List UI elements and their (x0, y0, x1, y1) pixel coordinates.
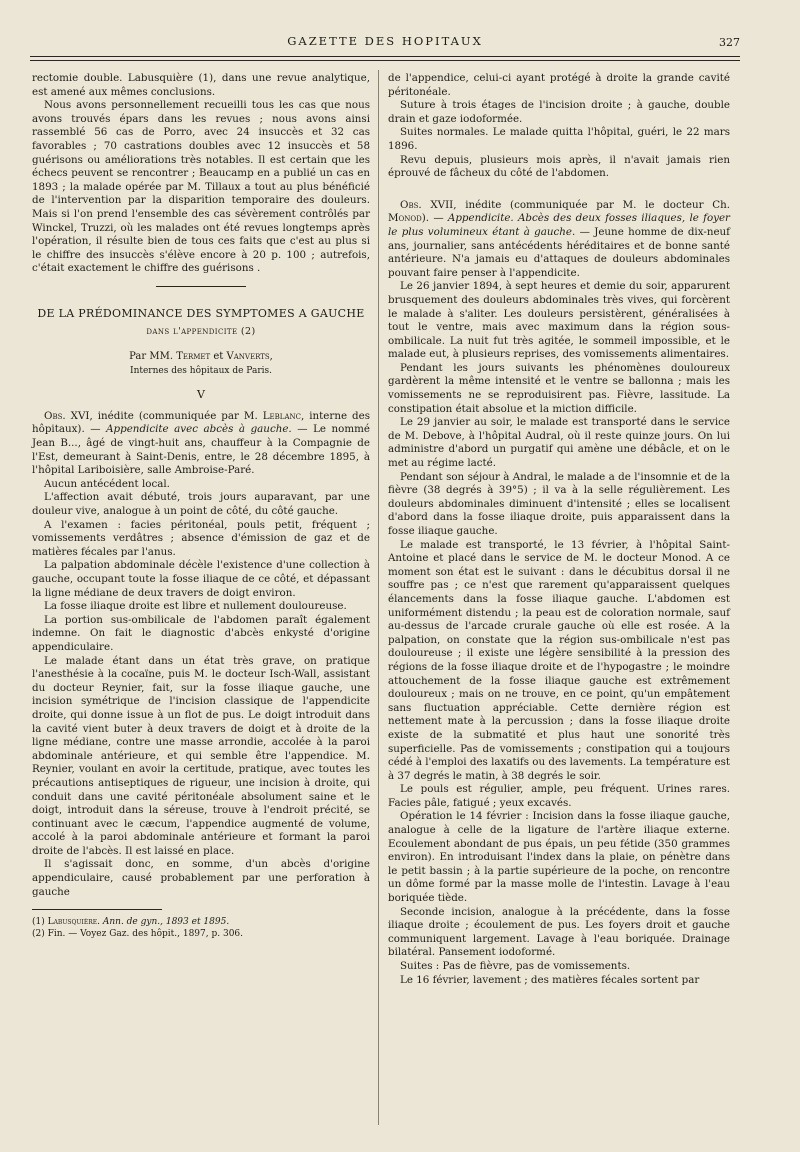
observation-title: Appendicite avec abcès à gauche. (106, 423, 292, 436)
header-rule-thin (30, 60, 740, 61)
paragraph: Seconde incision, analogue à la précédente, dans la fosse iliaque droite ; écoulement de pus. Les foyers droit et gauche communiquent largement. Lavage à l'eau boriquée. Drainage bilatéral. Pansement iodoformé. (388, 905, 730, 959)
observation-text: — Le nommé Jean B..., âgé de vingt-huit ans, chauffeur à la Compagnie de l'Est, demeurant à Saint-Denis, entre, le 28 décembre 1895, à l'hôpital Lariboisière, salle Ambroise-Paré. (32, 423, 371, 477)
paragraph: Il s'agissait donc, en somme, d'un abcès d'origine appendiculaire, causé probablement par une perforation à gauche (32, 858, 370, 898)
paragraph: L'affection avait débuté, trois jours auparavant, par une douleur vive, analogue à un point de côté, du côté gauche. (32, 491, 370, 518)
footnote-number: (2) (32, 929, 45, 940)
page-header (30, 32, 740, 54)
paragraph: Le 26 janvier 1894, à sept heures et demie du soir, apparurent brusquement des douleurs abdominales très vives, qui forcèrent le malade à s'aliter. Les douleurs persistèrent, généralisées à tout le ventre, mais avec maximum dans la région sous-ombilicale. La nuit fut très agitée, le sommeil impossible, et le malade eut, à plusieurs reprises, des vomissements alimentaires. (388, 280, 730, 361)
part-number: V (197, 388, 205, 402)
column-separator (378, 70, 379, 1125)
doctor-name: Monod (388, 212, 422, 225)
authors-conjunction: et (213, 351, 224, 363)
footnote-text: Ann. de gyn., 1893 et 1895. (100, 917, 230, 928)
observation-text: — Jeune homme de dix-neuf ans, journalier, sans antécédents héréditaires et de bonne santé antérieure. N'a jamais eu d'attaques de douleurs abdominales pouvant faire penser à l'appendicite. (388, 225, 730, 279)
running-title: GAZETTE DES HOPITAUX (287, 34, 483, 48)
observation-lead: inédite (communiquée par M. le docteur Ch. (456, 198, 730, 211)
left-column (32, 72, 370, 940)
observation-lead: interne des hôpitaux). — (32, 409, 370, 436)
footnote (32, 916, 370, 928)
observation-title: Appendicite. Abcès des deux fosses iliaques, le foyer le plus volumineux étant à gauche. (388, 212, 730, 238)
paragraph: Le 29 janvier au soir, le malade est transporté dans le service de M. Debove, à l'hôpital Audral, où il reste quinze jours. On lui administre d'abord un purgatif qui amène une débâcle, et on le met au régime lacté. (388, 416, 730, 470)
doctor-name: Leblanc, (262, 409, 305, 422)
observation-label: Obs. XVI, (44, 409, 93, 422)
page-number: 327 (719, 36, 740, 49)
affiliation: Internes des hôpitaux de Paris. (130, 365, 272, 376)
author-name: Vanverts, (226, 351, 273, 363)
footnote-author: Labusquière. (47, 917, 100, 928)
paragraph: La fosse iliaque droite est libre et nullement douloureuse. (44, 600, 347, 613)
authors-line (32, 350, 370, 364)
paragraph: Aucun antécédent local. (44, 477, 170, 490)
paragraph: Nous avons personnellement recueilli tous les cas que nous avons trouvés épars dans les revues ; nous avons ainsi rassemblé 56 cas de Porro, avec 24 insuccès et 32 cas favorables ; 70 castrations doubles avec 12 insuccès et 58 guérisons ou améliorations très notables. Il est certain que les échecs peuvent se rencontrer ; Beaucamp en a publié un cas en 1893 ; la malade opérée par M. Tillaux a tout au plus bénéficié de l'intervention par la disparition temporaire des douleurs. Mais si l'on prend l'ensemble des cas sévèrement contrôlés par Winckel, Truzzi, où les malades ont été revues longtemps après l'opération, il résulte bien de tous ces faits que c'est au plus si le chiffre des insuccès s'élève encore à 20 p. 100 ; autrefois, c'était exactement le chiffre des guérisons . (32, 99, 370, 275)
paragraph: Revu depuis, plusieurs mois après, il n'avait jamais rien éprouvé de fâcheux du côté de l'abdomen. (388, 153, 730, 180)
paragraph: Suites normales. Le malade quitta l'hôpital, guéri, le 22 mars 1896. (388, 126, 730, 152)
observation-lead: ). — (421, 212, 448, 225)
ornament-divider (156, 286, 246, 287)
paragraph: La palpation abdominale décèle l'existence d'une collection à gauche, occupant toute la fosse iliaque de ce côté, et dépassant la ligne médiane de deux travers de doigt environ. (32, 559, 370, 599)
paragraph: Le malade est transporté, le 13 février, à l'hôpital Saint-Antoine et placé dans le service de M. le docteur Monod. A ce moment son état est le suivant : dans le décubitus dorsal il ne souffre pas ; ce n'est que rarement qu'apparaissent quelques élancements dans la fosse iliaque gauche. L'abdomen est uniformément distendu ; la peau est de coloration normale, sauf au-dessus de l'arcade crurale gauche où elle est rosée. A la palpation, on constate que la région sus-ombilicale n'est pas douloureuse ; il existe une légère sensibilité à la pression des régions de la fosse iliaque droite et de l'hypogastre ; le moindre attouchement de la fosse iliaque gauche est extrêmement douloureux ; mais on ne trouve, en ce point, qu'un empâtement sans fluctuation appréciable. Cette dernière région est nettement mate à la percussion ; dans la fosse iliaque droite existe de la submatité et plus haut une sonorité très superficielle. Pas de vomissements ; constipation qui a toujours cédé à l'emploi des laxatifs ou des lavements. La température est à 37 degrés le matin, à 38 degrés le soir. (388, 538, 730, 782)
paragraph: de l'appendice, celui-ci ayant protégé à droite la grande cavité péritonéale. (388, 72, 730, 98)
footnote-rule (32, 909, 162, 910)
paragraph: Le 16 février, lavement ; des matières fécales sortent par (400, 973, 700, 986)
paragraph: La portion sus-ombilicale de l'abdomen paraît également indemne. On fait le diagnostic d'abcès enkysté d'origine appendiculaire. (32, 613, 370, 653)
right-column (388, 72, 730, 987)
paragraph: Le pouls est régulier, ample, peu fréquent. Urines rares. Facies pâle, fatigué ; yeux excavés. (388, 783, 730, 809)
paragraph: A l'examen : facies péritonéal, pouls petit, fréquent ; vomissements verdâtres ; absence d'émission de gaz et de matières fécales par l'anus. (32, 518, 370, 558)
observation-heading (388, 199, 730, 281)
section-title: DE LA PRÉDOMINANCE DES SYMPTOMES A GAUCHE (37, 306, 365, 320)
paragraph: Pendant les jours suivants les phénomènes douloureux gardèrent la même intensité et le ventre se ballonna ; mais les vomissements ne se reproduisirent pas. Fièvre, lassitude. La constipation était absolue et la miction difficile. (388, 361, 730, 415)
paragraph: rectomie double. Labusquière (1), dans une revue analytique, est amené aux mêmes conclusions. (32, 72, 370, 98)
authors-prefix: Par MM. (129, 351, 173, 363)
footnote-text: Fin. — Voyez Gaz. des hôpit., 1897, p. 306. (44, 929, 244, 940)
paragraph: Opération le 14 février : Incision dans la fosse iliaque gauche, analogue à celle de la ligature de l'artère iliaque externe. Ecoulement abondant de pus épais, un peu fétide (350 grammes environ). En introduisant l'index dans la plaie, on pénètre dans le petit bassin ; à la partie supérieure de la poche, on rencontre un dôme formé par la masse molle de l'intestin. Lavage à l'eau boriquée tiède. (388, 810, 730, 905)
section-subtitle: dans l'appendicite (2) (146, 325, 256, 337)
paragraph: Suites : Pas de fièvre, pas de vomissements. (400, 960, 631, 972)
footnote-number: (1) (32, 917, 45, 928)
author-name: Termet (176, 351, 211, 363)
observation-label: Obs. XVII, (400, 198, 457, 211)
observation-heading (32, 410, 370, 478)
header-rule (30, 56, 740, 57)
paragraph: Suture à trois étages de l'incision droite ; à gauche, double drain et gaze iodoformée. (388, 99, 730, 125)
paragraph: Le malade étant dans un état très grave, on pratique l'anesthésie à la cocaïne, puis M. le docteur Isch-Wall, assistant du docteur Reynier, fait, sur la fosse iliaque gauche, une incision symétrique de l'incision classique de l'appendicite droite, qui donne issue à un flot de pus. Le doigt introduit dans la cavité vient buter à deux travers de doigt et à droite de la ligne médiane, contre une masse arrondie, accolée à la paroi abdominale antérieure, et qui semble être l'appendice. M. Reynier, voulant en avoir la certitude, pratique, avec toutes les précautions antiseptiques de rigueur, une incision à droite, qui conduit dans une cavité péritonéale absolument saine et le doigt, introduit dans la séreuse, trouve à l'endroit précité, se continuant avec le cæcum, l'appendice augmenté de volume, accolé à la paroi abdominale antérieure et formant la paroi droite de l'abcès. Il est laissé en place. (32, 654, 370, 857)
paragraph: Pendant son séjour à Andral, le malade a de l'insomnie et de la fièvre (38 degrés à 39°5) ; il va à la selle régulièrement. Les douleurs abdominales diminuent d'intensité ; elles se localisent d'abord dans la fosse iliaque droite, puis apparaissent dans la fosse iliaque gauche. (388, 470, 730, 537)
footnote (32, 928, 370, 940)
observation-lead: inédite (communiquée par M. (92, 409, 263, 422)
